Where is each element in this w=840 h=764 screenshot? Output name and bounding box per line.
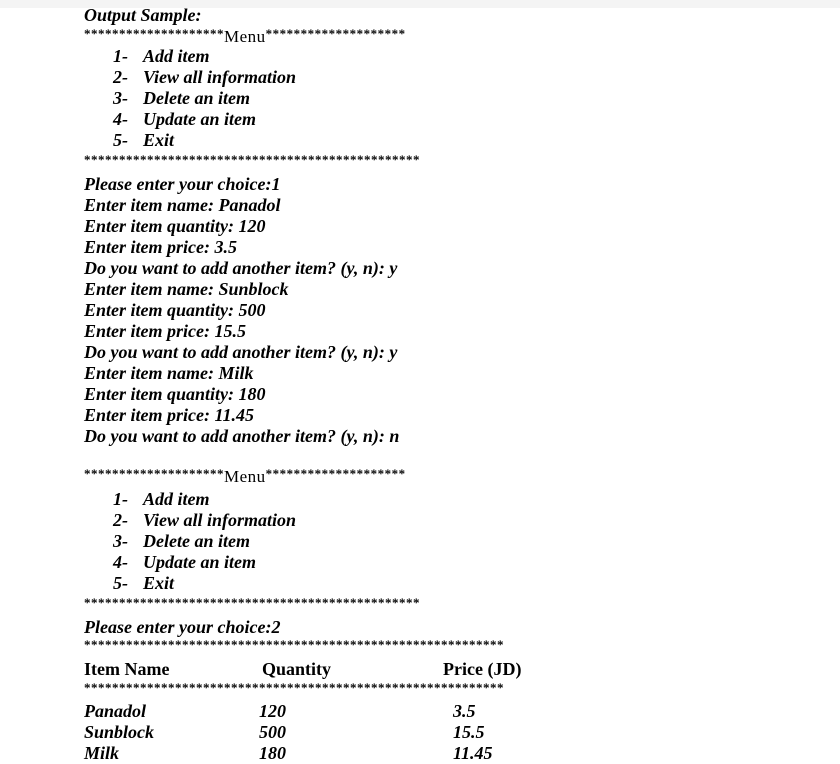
menu-item-label: Add item (143, 489, 210, 509)
table-cell-price: 3.5 (453, 701, 476, 721)
menu1-item-delete (113, 88, 250, 109)
stars-left: ******************** (84, 26, 224, 41)
session1-line: Enter item name: Milk (84, 363, 254, 383)
menu-item-number: 3- (113, 88, 128, 108)
session1-line: Enter item price: 3.5 (84, 237, 237, 257)
table-cell-price: 15.5 (453, 722, 485, 742)
table-header-price: Price (JD) (443, 659, 522, 679)
table-header-item-name: Item Name (84, 659, 170, 679)
session1-line: Enter item name: Sunblock (84, 279, 289, 299)
menu2-item-delete (113, 531, 250, 552)
menu-item-number: 5- (113, 573, 128, 593)
menu1-item-view (113, 67, 296, 88)
table-cell-quantity: 180 (259, 743, 286, 763)
table-cell-name: Panadol (84, 701, 147, 721)
menu-item-number: 4- (113, 109, 128, 129)
menu-item-number: 1- (113, 46, 128, 66)
menu-header-1 (84, 26, 406, 46)
table-divider-top: ************************************************************ (84, 637, 504, 652)
menu1-item-add (113, 46, 210, 67)
stars-left: ******************** (84, 466, 224, 481)
menu-item-label: Exit (143, 573, 175, 593)
menu-word: Menu (224, 27, 266, 46)
menu-item-label: Delete an item (143, 88, 250, 108)
session2-prompt: Please enter your choice:2 (84, 617, 281, 637)
menu-item-number: 2- (113, 67, 128, 87)
output-sample-title: Output Sample: (84, 5, 202, 25)
menu-item-label: Exit (143, 130, 175, 150)
menu-item-label: View all information (143, 510, 297, 530)
menu1-item-update (113, 109, 256, 130)
session1-line: Do you want to add another item? (y, n): y (84, 342, 398, 362)
table-cell-quantity: 500 (259, 722, 286, 742)
menu-item-label: Add item (143, 46, 210, 66)
session1-line: Do you want to add another item? (y, n): y (84, 258, 398, 278)
menu-item-number: 5- (113, 130, 128, 150)
stars-right: ******************** (265, 26, 406, 41)
session1-line: Enter item price: 11.45 (84, 405, 254, 425)
session1-line: Please enter your choice:1 (84, 174, 281, 194)
session1-line: Enter item name: Panadol (84, 195, 281, 215)
table-divider-bottom: ************************************************************ (84, 680, 504, 695)
menu2-item-add (113, 489, 210, 510)
table-cell-name: Sunblock (84, 722, 155, 742)
menu2-item-exit (113, 573, 174, 594)
menu-word: Menu (224, 467, 266, 486)
menu2-item-view (113, 510, 296, 531)
menu-item-number: 2- (113, 510, 128, 530)
session1-line: Enter item quantity: 180 (84, 384, 266, 404)
table-cell-price: 11.45 (453, 743, 493, 763)
stars-right: ******************** (265, 466, 406, 481)
menu-item-label: Delete an item (143, 531, 250, 551)
menu-item-label: Update an item (143, 552, 256, 572)
session1-line: Do you want to add another item? (y, n): n (84, 426, 400, 446)
table-cell-quantity: 120 (259, 701, 286, 721)
session1-line: Enter item quantity: 500 (84, 300, 266, 320)
menu-item-number: 4- (113, 552, 128, 572)
table-cell-name: Milk (84, 743, 120, 763)
session1-line: Enter item quantity: 120 (84, 216, 266, 236)
menu-divider-2: ************************************************ (84, 595, 420, 610)
menu1-item-exit (113, 130, 174, 151)
menu-item-label: View all information (143, 67, 297, 87)
menu-divider-1: ************************************************ (84, 152, 420, 167)
menu-item-number: 1- (113, 489, 128, 509)
menu-item-number: 3- (113, 531, 128, 551)
menu-item-label: Update an item (143, 109, 256, 129)
menu-header-2 (84, 466, 406, 486)
menu2-item-update (113, 552, 256, 573)
session1-line: Enter item price: 15.5 (84, 321, 246, 341)
table-header-quantity: Quantity (262, 659, 332, 679)
